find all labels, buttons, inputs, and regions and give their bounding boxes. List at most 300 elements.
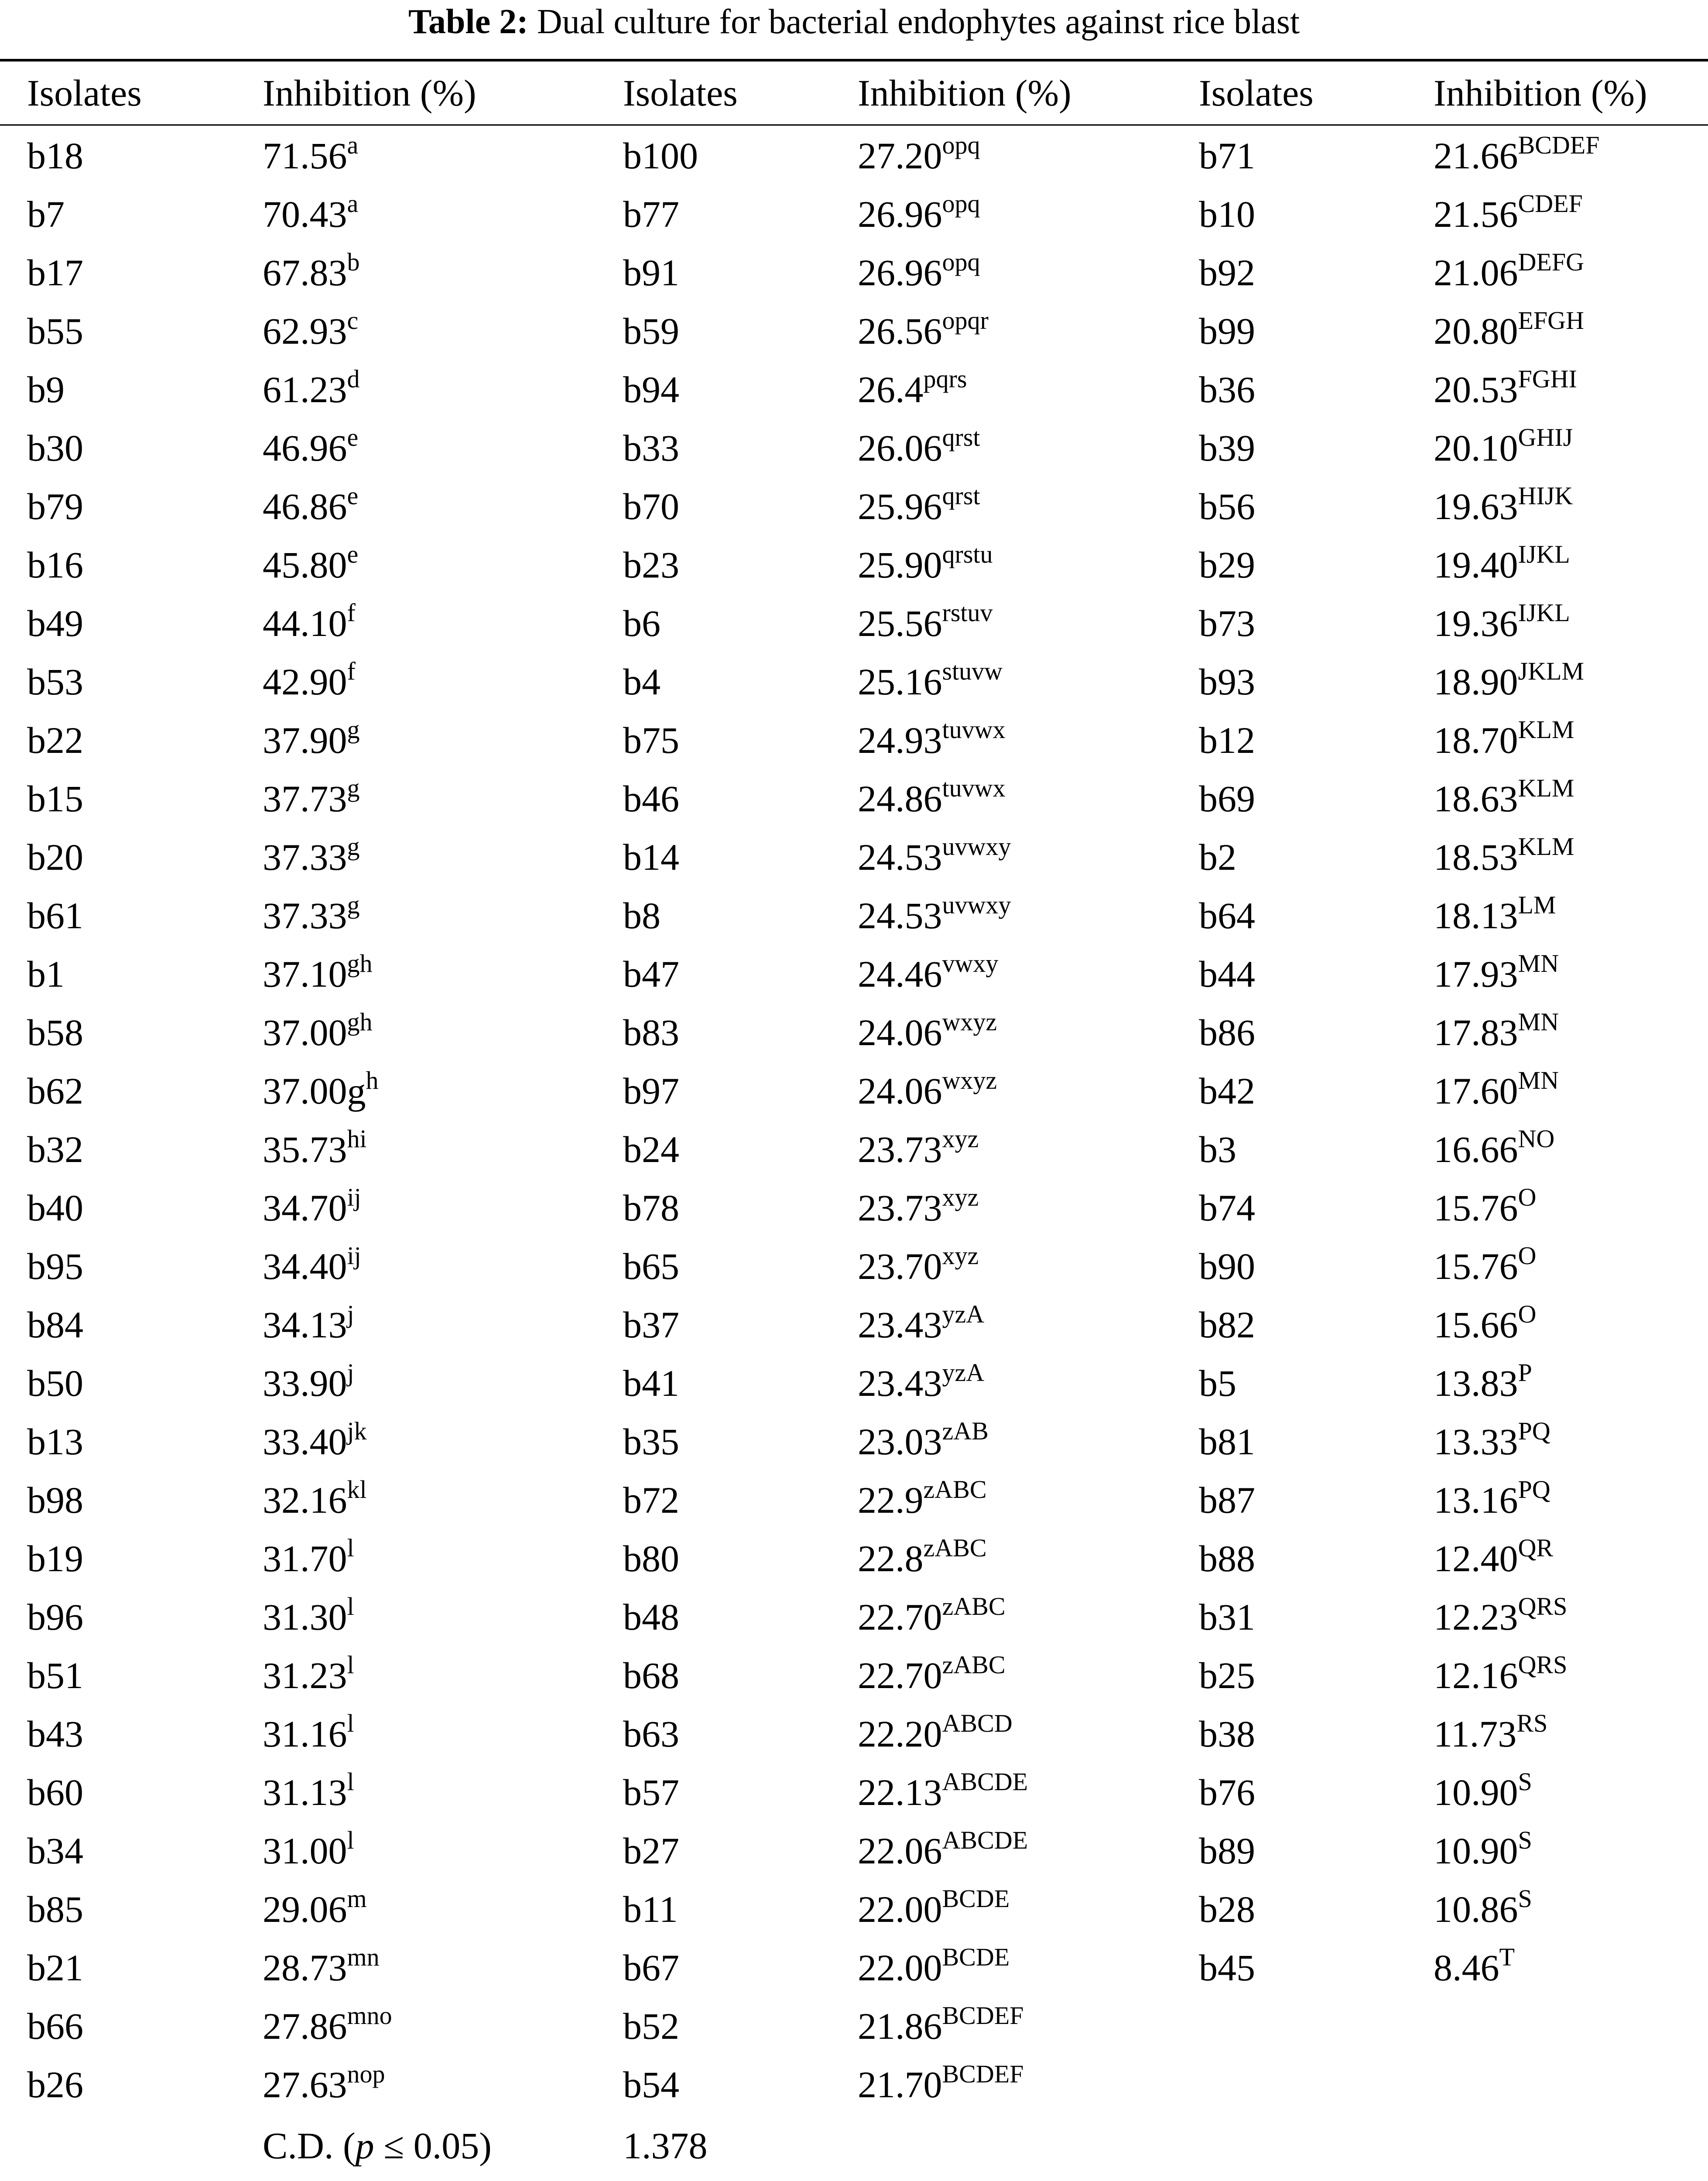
isolate-cell: b93	[1199, 661, 1255, 703]
inhibition-value: 61.23	[263, 369, 347, 410]
inhibition-cell	[858, 243, 980, 302]
inhibition-cell	[1434, 1880, 1532, 1938]
significance-letters: jk	[347, 1417, 367, 1445]
isolate-cell: b70	[623, 485, 679, 527]
inhibition-value: 67.83	[263, 252, 347, 294]
inhibition-cell	[1434, 1529, 1553, 1588]
inhibition-value: 23.70	[858, 1245, 942, 1287]
isolate-cell: b68	[623, 1655, 679, 1696]
inhibition-cell	[1434, 1237, 1536, 1296]
table-caption-label: Table 2:	[408, 3, 528, 41]
inhibition-value: 37.33	[263, 895, 347, 937]
isolate-cell: b76	[1199, 1771, 1255, 1813]
inhibition-value: 26.96	[858, 193, 942, 235]
inhibition-cell	[1434, 1822, 1532, 1880]
isolate-cell: b37	[623, 1304, 679, 1346]
inhibition-cell	[263, 419, 358, 477]
inhibition-value: 26.56	[858, 310, 942, 352]
inhibition-cell	[263, 828, 360, 886]
inhibition-cell	[858, 126, 980, 185]
inhibition-cell	[263, 653, 356, 711]
inhibition-cell	[858, 1179, 979, 1237]
isolate-cell: b1	[27, 953, 65, 995]
inhibition-value: 31.30	[263, 1596, 347, 1638]
inhibition-cell	[1434, 126, 1599, 185]
isolate-cell: b12	[1199, 719, 1255, 761]
significance-letters: gh	[347, 949, 373, 978]
significance-letters: xyz	[942, 1241, 979, 1270]
header-rule	[0, 124, 1708, 126]
significance-letters: gh	[347, 1008, 373, 1036]
inhibition-cell	[263, 594, 356, 653]
inhibition-cell	[1434, 1062, 1559, 1120]
inhibition-cell	[263, 1822, 354, 1880]
isolate-cell: b44	[1199, 953, 1255, 995]
inhibition-value: 10.90	[1434, 1771, 1518, 1813]
inhibition-value: 31.16	[263, 1713, 347, 1755]
inhibition-value: 15.76	[1434, 1245, 1518, 1287]
significance-letters: RS	[1516, 1709, 1548, 1737]
significance-letters: wxyz	[942, 1066, 997, 1094]
inhibition-cell	[1434, 360, 1577, 419]
inhibition-value: 37.33	[263, 836, 347, 878]
isolate-cell: b22	[27, 719, 83, 761]
inhibition-cell	[858, 769, 1006, 828]
significance-letters: BCDEF	[942, 2060, 1024, 2088]
inhibition-value: 37.10	[263, 953, 347, 995]
inhibition-cell	[1434, 1705, 1547, 1763]
inhibition-value: 22.70	[858, 1655, 942, 1696]
inhibition-value: 23.43	[858, 1304, 942, 1346]
inhibition-cell	[858, 653, 1003, 711]
isolate-cell: b45	[1199, 1947, 1255, 1989]
isolate-cell: b49	[27, 602, 83, 644]
inhibition-cell	[263, 1763, 354, 1822]
inhibition-cell	[263, 1471, 367, 1529]
inhibition-cell	[1434, 419, 1573, 477]
inhibition-value: 35.73	[263, 1128, 347, 1170]
isolate-cell: b95	[27, 1245, 83, 1287]
isolate-cell: b56	[1199, 485, 1255, 527]
table-caption-text: Dual culture for bacterial endophytes against rice blast	[537, 3, 1300, 41]
header-inhibition-1: Inhibition (%)	[263, 72, 476, 114]
inhibition-value: 34.13	[263, 1304, 347, 1346]
isolate-cell: b2	[1199, 836, 1236, 878]
significance-letters: f	[347, 657, 356, 685]
isolate-cell: b87	[1199, 1479, 1255, 1521]
significance-letters: opq	[942, 131, 980, 159]
inhibition-cell	[858, 594, 993, 653]
inhibition-value: 21.70	[858, 2064, 942, 2106]
significance-letters: MN	[1518, 949, 1559, 978]
isolate-cell: b100	[623, 135, 698, 177]
inhibition-value: 33.40	[263, 1421, 347, 1463]
significance-letters: P	[1518, 1358, 1532, 1387]
inhibition-cell	[1434, 1471, 1551, 1529]
isolate-cell: b83	[623, 1012, 679, 1053]
inhibition-cell	[1434, 1179, 1536, 1237]
significance-letters: nop	[347, 2060, 385, 2088]
stat-cd-label: C.D. (p ≤ 0.05)	[263, 2125, 492, 2167]
significance-letters: yzA	[942, 1358, 985, 1387]
significance-letters: BCDE	[942, 1943, 1010, 1971]
significance-letters: S	[1518, 1884, 1532, 1913]
significance-letters: zAB	[942, 1417, 989, 1445]
isolate-cell: b7	[27, 193, 65, 235]
significance-letters: QR	[1518, 1534, 1554, 1562]
inhibition-cell	[263, 360, 360, 419]
inhibition-value: 70.43	[263, 193, 347, 235]
isolate-cell: b52	[623, 2005, 679, 2047]
inhibition-cell	[858, 945, 998, 1003]
inhibition-value: 33.90	[263, 1362, 347, 1404]
significance-letters: ABCDE	[942, 1826, 1028, 1854]
inhibition-cell	[263, 1003, 373, 1062]
inhibition-cell	[1434, 185, 1583, 243]
inhibition-cell	[858, 1705, 1013, 1763]
header-inhibition-3: Inhibition (%)	[1434, 72, 1647, 114]
inhibition-value: 22.20	[858, 1713, 942, 1755]
inhibition-cell	[858, 1646, 1006, 1705]
inhibition-cell	[858, 1237, 979, 1296]
significance-letters: vwxy	[942, 949, 999, 978]
inhibition-cell	[1434, 1646, 1567, 1705]
isolate-cell: b39	[1199, 427, 1255, 469]
inhibition-cell	[858, 1880, 1010, 1938]
isolate-cell: b89	[1199, 1830, 1255, 1872]
isolate-cell: b9	[27, 369, 65, 410]
inhibition-cell	[263, 243, 360, 302]
inhibition-cell	[858, 828, 1011, 886]
header-isolates-1: Isolates	[27, 72, 142, 114]
inhibition-cell	[858, 886, 1011, 945]
significance-letters: l	[347, 1651, 354, 1679]
inhibition-value: 27.86	[263, 2005, 347, 2047]
inhibition-value: 24.53	[858, 895, 942, 937]
inhibition-cell	[263, 1646, 354, 1705]
inhibition-cell	[858, 1354, 984, 1412]
isolate-cell: b65	[623, 1245, 679, 1287]
isolate-cell: b94	[623, 369, 679, 410]
inhibition-value: 17.93	[1434, 953, 1518, 995]
isolate-cell: b40	[27, 1187, 83, 1229]
isolate-cell: b24	[623, 1128, 679, 1170]
inhibition-value: 26.06	[858, 427, 942, 469]
inhibition-cell	[263, 945, 373, 1003]
inhibition-cell	[858, 2055, 1023, 2114]
significance-letters: NO	[1518, 1125, 1555, 1153]
significance-letters: tuvwx	[942, 715, 1006, 744]
inhibition-value: 25.90	[858, 544, 942, 586]
isolate-cell: b13	[27, 1421, 83, 1463]
isolate-cell: b36	[1199, 369, 1255, 410]
isolate-cell: b20	[27, 836, 83, 878]
significance-letters: MN	[1518, 1008, 1559, 1036]
inhibition-value: 22.00	[858, 1888, 942, 1930]
inhibition-value: 42.90	[263, 661, 347, 703]
inhibition-value: 21.66	[1434, 135, 1518, 177]
isolate-cell: b3	[1199, 1128, 1236, 1170]
isolate-cell: b48	[623, 1596, 679, 1638]
inhibition-value: 26.4	[858, 369, 924, 410]
inhibition-cell	[263, 1997, 392, 2055]
inhibition-value: 11.73	[1434, 1713, 1517, 1755]
stat-cd-value: 1.378	[623, 2125, 708, 2167]
significance-letters: MN	[1518, 1066, 1559, 1094]
isolate-cell: b54	[623, 2064, 679, 2106]
significance-letters: zABC	[942, 1592, 1006, 1620]
isolate-cell: b46	[623, 778, 679, 820]
inhibition-value: 34.40	[263, 1245, 347, 1287]
significance-letters: uvwxy	[942, 832, 1011, 861]
isolate-cell: b62	[27, 1070, 83, 1112]
inhibition-value: 23.03	[858, 1421, 942, 1463]
inhibition-cell	[1434, 1588, 1567, 1646]
inhibition-value: 27.63	[263, 2064, 347, 2106]
isolate-cell: b41	[623, 1362, 679, 1404]
significance-letters: opqr	[942, 306, 989, 335]
isolate-cell: b75	[623, 719, 679, 761]
significance-letters: xyz	[942, 1125, 979, 1153]
isolate-cell: b25	[1199, 1655, 1255, 1696]
isolate-cell: b51	[27, 1655, 83, 1696]
significance-letters: IJKL	[1518, 540, 1570, 568]
significance-letters: KLM	[1518, 715, 1575, 744]
inhibition-cell	[1434, 769, 1574, 828]
isolate-cell: b55	[27, 310, 83, 352]
inhibition-cell	[263, 126, 358, 185]
significance-letters: DEFG	[1518, 248, 1584, 276]
significance-letters: T	[1499, 1943, 1515, 1971]
inhibition-value: 24.53	[858, 836, 942, 878]
inhibition-value: 18.63	[1434, 778, 1518, 820]
inhibition-cell	[1434, 243, 1584, 302]
significance-letters: g	[347, 715, 360, 744]
significance-letters: l	[347, 1592, 354, 1620]
isolate-cell: b29	[1199, 544, 1255, 586]
significance-letters: QRS	[1518, 1651, 1568, 1679]
inhibition-cell	[263, 1880, 367, 1938]
isolate-cell: b43	[27, 1713, 83, 1755]
isolate-cell: b50	[27, 1362, 83, 1404]
isolate-cell: b17	[27, 252, 83, 294]
inhibition-value: 34.70	[263, 1187, 347, 1229]
inhibition-value: 26.96	[858, 252, 942, 294]
significance-letters: a	[347, 131, 359, 159]
isolate-cell: b69	[1199, 778, 1255, 820]
stat-se-value	[623, 2175, 708, 2181]
inhibition-value: 22.9	[858, 1479, 924, 1521]
significance-letters: JKLM	[1518, 657, 1584, 685]
isolate-cell: b28	[1199, 1888, 1255, 1930]
inhibition-value: 19.40	[1434, 544, 1518, 586]
header-inhibition-2: Inhibition (%)	[858, 72, 1071, 114]
isolate-cell: b96	[27, 1596, 83, 1638]
isolate-cell: b27	[623, 1830, 679, 1872]
significance-letters: zABC	[942, 1651, 1006, 1679]
significance-letters: a	[347, 189, 359, 218]
inhibition-cell	[858, 1471, 987, 1529]
inhibition-cell	[858, 302, 989, 360]
isolate-cell: b19	[27, 1538, 83, 1579]
significance-letters: c	[347, 306, 359, 335]
inhibition-cell	[858, 711, 1006, 769]
significance-letters: O	[1518, 1183, 1537, 1211]
significance-letters: tuvwx	[942, 774, 1006, 802]
significance-letters: hi	[347, 1125, 367, 1153]
isolate-cell: b58	[27, 1012, 83, 1053]
inhibition-value: 22.70	[858, 1596, 942, 1638]
inhibition-cell	[858, 1062, 997, 1120]
inhibition-cell	[263, 1705, 354, 1763]
inhibition-cell	[858, 477, 980, 536]
inhibition-cell	[858, 1763, 1028, 1822]
significance-letters: m	[347, 1884, 367, 1913]
isolate-cell: b66	[27, 2005, 83, 2047]
isolate-cell: b97	[623, 1070, 679, 1112]
isolate-cell: b85	[27, 1888, 83, 1930]
inhibition-value: 31.00	[263, 1830, 347, 1872]
inhibition-value: 31.13	[263, 1771, 347, 1813]
inhibition-value: 24.86	[858, 778, 942, 820]
isolate-cell: b30	[27, 427, 83, 469]
inhibition-value: 20.80	[1434, 310, 1518, 352]
inhibition-cell	[263, 2055, 385, 2114]
significance-letters: BCDEF	[942, 2001, 1024, 2030]
significance-letters: wxyz	[942, 1008, 997, 1036]
inhibition-value: 21.56	[1434, 193, 1518, 235]
isolate-cell: b31	[1199, 1596, 1255, 1638]
inhibition-cell	[263, 1529, 354, 1588]
inhibition-cell	[1434, 594, 1570, 653]
significance-letters: g	[347, 832, 360, 861]
inhibition-cell	[263, 1179, 361, 1237]
inhibition-cell	[858, 1822, 1028, 1880]
significance-letters: e	[347, 423, 359, 451]
significance-letters: j	[347, 1300, 354, 1328]
inhibition-value: 37.00g	[263, 1070, 366, 1112]
isolate-cell: b67	[623, 1947, 679, 1989]
inhibition-value: 12.16	[1434, 1655, 1518, 1696]
inhibition-value: 31.23	[263, 1655, 347, 1696]
inhibition-cell	[858, 1296, 984, 1354]
inhibition-value: 22.13	[858, 1771, 942, 1813]
inhibition-cell	[1434, 1412, 1551, 1471]
inhibition-value: 24.06	[858, 1070, 942, 1112]
inhibition-value: 12.40	[1434, 1538, 1518, 1579]
significance-letters: ij	[347, 1183, 361, 1211]
significance-letters: f	[347, 598, 356, 627]
inhibition-cell	[263, 1062, 379, 1120]
inhibition-cell	[858, 1938, 1010, 1997]
inhibition-value: 19.36	[1434, 602, 1518, 644]
inhibition-cell	[1434, 1763, 1532, 1822]
significance-letters: g	[347, 891, 360, 919]
significance-letters: uvwxy	[942, 891, 1011, 919]
significance-letters: pqrs	[923, 365, 967, 393]
significance-letters: GHIJ	[1518, 423, 1573, 451]
inhibition-value: 71.56	[263, 135, 347, 177]
inhibition-value: 45.80	[263, 544, 347, 586]
inhibition-cell	[263, 886, 360, 945]
significance-letters: CDEF	[1518, 189, 1583, 218]
inhibition-cell	[263, 1938, 380, 1997]
inhibition-value: 27.20	[858, 135, 942, 177]
inhibition-value: 13.16	[1434, 1479, 1518, 1521]
isolate-cell: b57	[623, 1771, 679, 1813]
isolate-cell: b63	[623, 1713, 679, 1755]
isolate-cell: b5	[1199, 1362, 1236, 1404]
inhibition-cell	[858, 1529, 987, 1588]
significance-letters: rstuv	[942, 598, 993, 627]
inhibition-value: 18.70	[1434, 719, 1518, 761]
isolate-cell: b74	[1199, 1187, 1255, 1229]
inhibition-cell	[263, 1296, 354, 1354]
significance-letters: O	[1518, 1241, 1537, 1270]
significance-letters: qrst	[942, 482, 980, 510]
isolate-cell: b53	[27, 661, 83, 703]
inhibition-value: 37.00	[263, 1012, 347, 1053]
isolate-cell: b14	[623, 836, 679, 878]
significance-letters: mn	[347, 1943, 380, 1971]
isolate-cell: b79	[27, 485, 83, 527]
inhibition-cell	[263, 302, 358, 360]
significance-letters: FGHI	[1518, 365, 1577, 393]
inhibition-cell	[263, 711, 360, 769]
significance-letters: IJKL	[1518, 598, 1570, 627]
significance-letters: qrst	[942, 423, 980, 451]
inhibition-value: 17.60	[1434, 1070, 1518, 1112]
significance-letters: BCDEF	[1518, 131, 1600, 159]
significance-letters: zABC	[923, 1475, 987, 1504]
isolate-cell: b92	[1199, 252, 1255, 294]
isolate-cell: b60	[27, 1771, 83, 1813]
inhibition-cell	[263, 185, 358, 243]
inhibition-cell	[1434, 477, 1573, 536]
inhibition-value: 18.53	[1434, 836, 1518, 878]
significance-letters: S	[1518, 1767, 1532, 1796]
significance-letters: HIJK	[1518, 482, 1573, 510]
isolate-cell: b23	[623, 544, 679, 586]
significance-letters: zABC	[923, 1534, 987, 1562]
inhibition-value: 28.73	[263, 1947, 347, 1989]
inhibition-value: 10.86	[1434, 1888, 1518, 1930]
inhibition-cell	[858, 1412, 989, 1471]
significance-letters: l	[347, 1767, 354, 1796]
isolate-cell: b88	[1199, 1538, 1255, 1579]
isolate-cell: b10	[1199, 193, 1255, 235]
significance-letters: stuvw	[942, 657, 1003, 685]
inhibition-value: 21.06	[1434, 252, 1518, 294]
significance-letters: g	[347, 774, 360, 802]
inhibition-value: 21.86	[858, 2005, 942, 2047]
significance-letters: PQ	[1518, 1417, 1551, 1445]
significance-letters: opq	[942, 189, 980, 218]
isolate-cell: b33	[623, 427, 679, 469]
significance-letters: PQ	[1518, 1475, 1551, 1504]
inhibition-value: 15.66	[1434, 1304, 1518, 1346]
inhibition-cell	[858, 1003, 997, 1062]
significance-letters: ABCD	[942, 1709, 1013, 1737]
significance-letters: b	[347, 248, 360, 276]
significance-letters: j	[347, 1358, 354, 1387]
significance-letters: opq	[942, 248, 980, 276]
inhibition-value: 23.43	[858, 1362, 942, 1404]
significance-letters: KLM	[1518, 774, 1575, 802]
isolate-cell: b47	[623, 953, 679, 995]
significance-letters: LM	[1518, 891, 1556, 919]
inhibition-cell	[263, 1120, 367, 1179]
